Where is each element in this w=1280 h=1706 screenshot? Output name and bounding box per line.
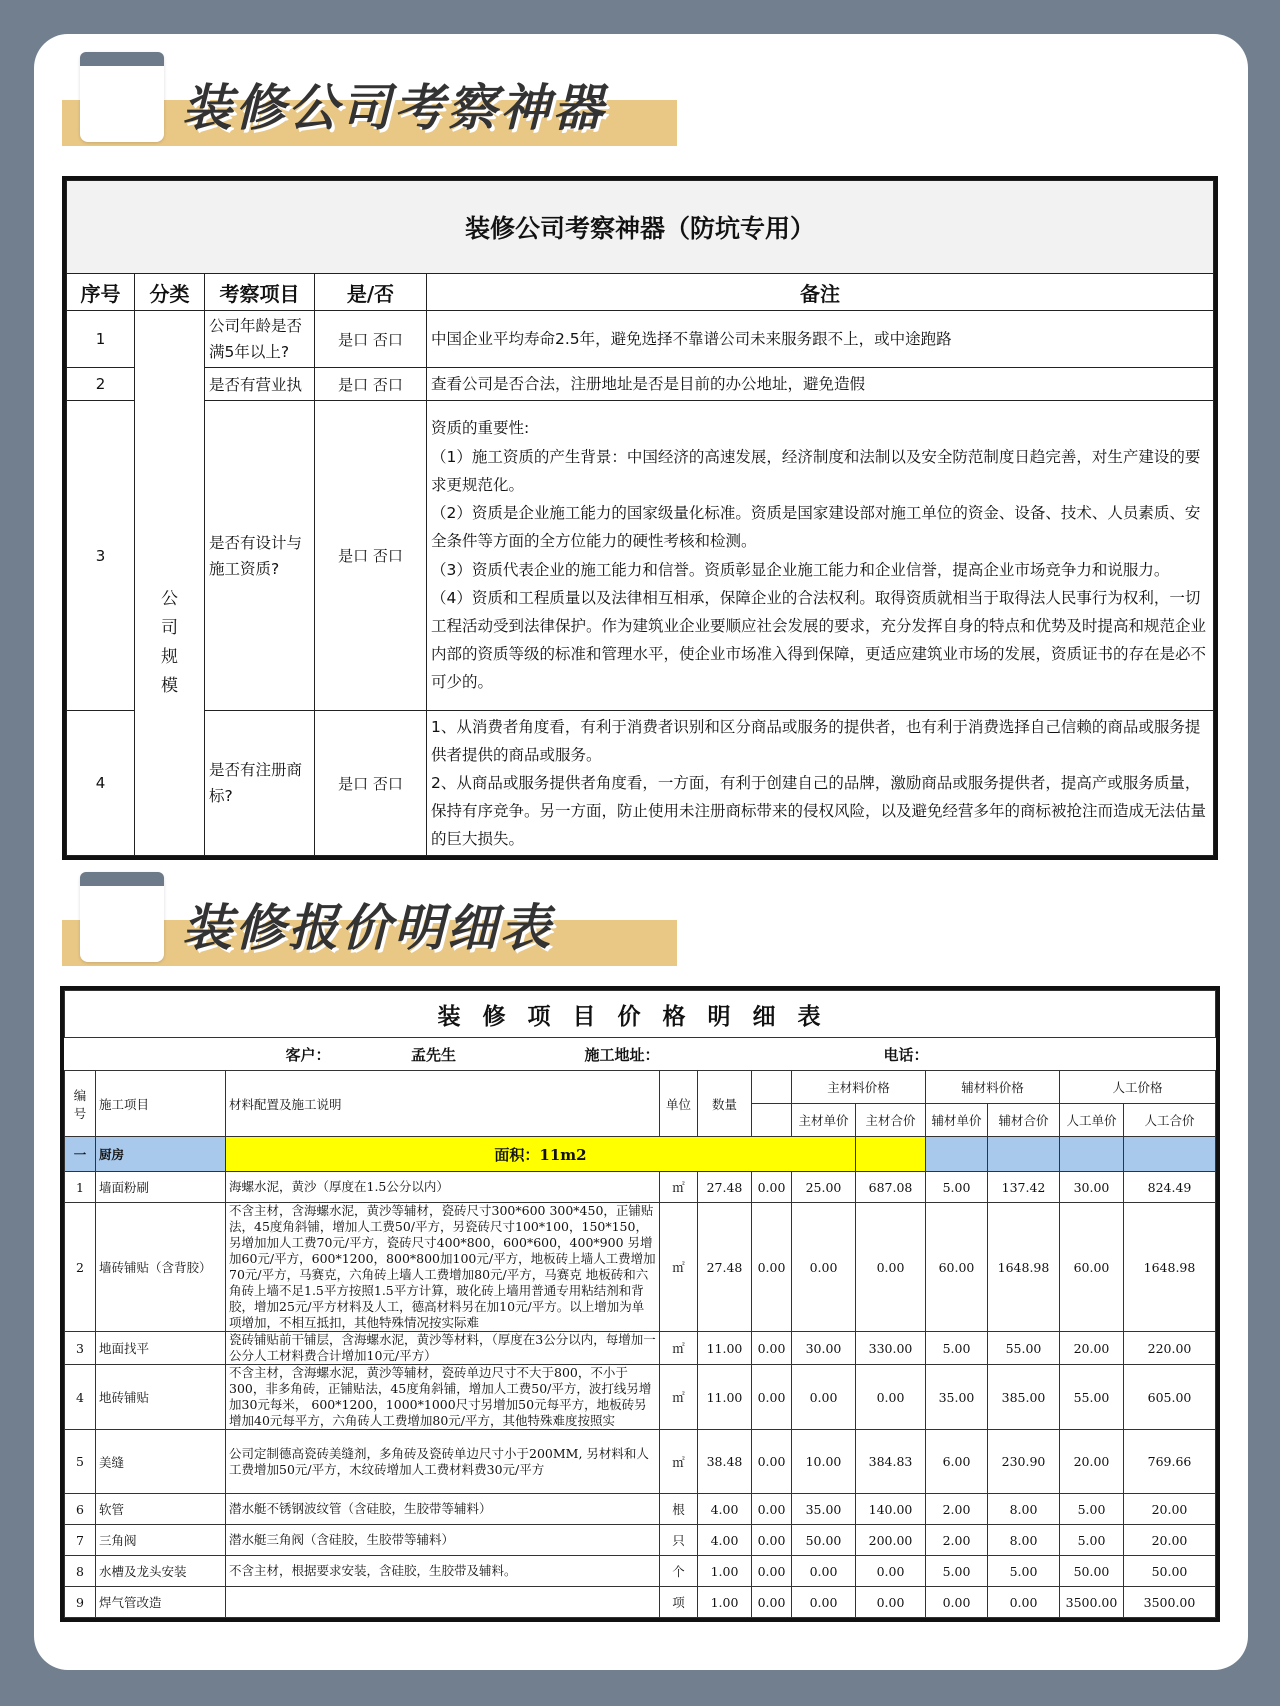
row-no: 2 bbox=[65, 1203, 96, 1332]
header-row bbox=[65, 1071, 1216, 1104]
section-area: 面积：11m2 bbox=[226, 1137, 856, 1172]
header-unit: 单位 bbox=[660, 1071, 698, 1137]
quote-row bbox=[65, 1365, 1216, 1430]
row-note: 资质的重要性: （1）施工资质的产生背景：中国经济的高速发展，经济制度和法制以及安全防范制度日趋完善，对生产建设的要求更规范化。 （2）资质是企业施工能力的国家级量化标准。资质是国家建设部对施工单位的资金、设备、技术、人员素质、安全条件等方面的全方位能力的硬性考核和检测。 （3）资质代表企业的施工能力和信誉。资质彰显企业施工能力和企业信誉，提高企业市场竞争力和说服力。 （4）资质和工程质量以及法律相互相承，保障企业的合法权利。取得资质就相当于取得法人民事行为权利，一切工程活动受到法律保护。作为建筑业企业要顺应社会发展的要求，充分发挥自身的特点和优势及时提高和规范企业内部的资质等级的标准和管理水平，使企业市场准入得到保障，更适应建筑业市场的发展，资质证书的存在是必不可少的。 bbox=[427, 401, 1214, 711]
header-blank bbox=[752, 1071, 792, 1104]
row-main-total: 687.08 bbox=[856, 1172, 926, 1203]
category-label bbox=[139, 465, 200, 701]
row-main-unit: 10.00 bbox=[792, 1430, 856, 1494]
row-extra: 0.00 bbox=[752, 1587, 792, 1618]
row-extra: 0.00 bbox=[752, 1494, 792, 1525]
row-aux-total: 385.00 bbox=[988, 1365, 1060, 1430]
header-main-group: 主材料价格 bbox=[792, 1071, 926, 1104]
row-aux-unit: 5.00 bbox=[926, 1172, 988, 1203]
row-labor-total: 605.00 bbox=[1124, 1365, 1216, 1430]
row-desc: 海螺水泥，黄沙（厚度在1.5公分以内） bbox=[226, 1172, 660, 1203]
row-main-unit: 0.00 bbox=[792, 1365, 856, 1430]
row-unit: ㎡ bbox=[660, 1332, 698, 1365]
row-aux-unit: 5.00 bbox=[926, 1556, 988, 1587]
address-label: 施工地址： bbox=[584, 1045, 660, 1064]
header-main-total: 主材合价 bbox=[856, 1104, 926, 1137]
row-labor-unit: 5.00 bbox=[1060, 1525, 1124, 1556]
row-labor-unit: 60.00 bbox=[1060, 1203, 1124, 1332]
header-labor-unit: 人工单价 bbox=[1060, 1104, 1124, 1137]
calendar-tab-top bbox=[80, 872, 164, 886]
row-extra: 0.00 bbox=[752, 1332, 792, 1365]
row-extra: 0.00 bbox=[752, 1365, 792, 1430]
row-labor-unit: 20.00 bbox=[1060, 1430, 1124, 1494]
row-aux-unit: 60.00 bbox=[926, 1203, 988, 1332]
header-aux-total: 辅材合价 bbox=[988, 1104, 1060, 1137]
quote-row bbox=[65, 1494, 1216, 1525]
quote-row bbox=[65, 1525, 1216, 1556]
quote-row bbox=[65, 1587, 1216, 1618]
yesno-checkbox[interactable]: 是口 否口 bbox=[315, 311, 427, 368]
row-aux-total: 1648.98 bbox=[988, 1203, 1060, 1332]
row-unit: 只 bbox=[660, 1525, 698, 1556]
row-desc: 瓷砖铺贴前干铺层，含海螺水泥，黄沙等材料，（厚度在3公分以内，每增加一公分人工材料费合计增加10元/平方） bbox=[226, 1332, 660, 1365]
row-main-total: 384.83 bbox=[856, 1430, 926, 1494]
row-qty: 11.00 bbox=[698, 1365, 752, 1430]
section-name: 厨房 bbox=[96, 1137, 226, 1172]
row-no: 7 bbox=[65, 1525, 96, 1556]
row-no: 1 bbox=[67, 311, 135, 368]
row-no: 4 bbox=[67, 711, 135, 856]
row-no: 3 bbox=[65, 1332, 96, 1365]
row-main-unit: 35.00 bbox=[792, 1494, 856, 1525]
row-no: 1 bbox=[65, 1172, 96, 1203]
row-labor-total: 769.66 bbox=[1124, 1430, 1216, 1494]
row-item: 焊气管改造 bbox=[96, 1587, 226, 1618]
row-extra: 0.00 bbox=[752, 1172, 792, 1203]
row-qty: 11.00 bbox=[698, 1332, 752, 1365]
row-item: 地砖铺贴 bbox=[96, 1365, 226, 1430]
row-desc: 不含主材，含海螺水泥，黄沙等辅材，瓷砖单边尺寸不大于800，不小于300，非多角砖，正铺贴法，45度角斜铺，增加人工费50/平方，波打线另增加30元每米， 600*1200，1000*1000尺寸另增加50元每平方，地板砖另增加40元每平方，六角砖人工费增加80元/平方，其他特殊难度按照实 bbox=[226, 1365, 660, 1430]
row-item: 公司年龄是否满5年以上? bbox=[205, 311, 315, 368]
row-qty: 27.48 bbox=[698, 1203, 752, 1332]
row-note: 查看公司是否合法，注册地址是否是目前的办公地址，避免造假 bbox=[427, 368, 1214, 401]
quote-row bbox=[65, 1172, 1216, 1203]
header-no: 序号 bbox=[67, 274, 135, 311]
section-title: 装修报价明细表 bbox=[182, 899, 553, 957]
row-aux-unit: 2.00 bbox=[926, 1494, 988, 1525]
row-main-unit: 50.00 bbox=[792, 1525, 856, 1556]
row-item: 三角阀 bbox=[96, 1525, 226, 1556]
row-main-total: 0.00 bbox=[856, 1556, 926, 1587]
row-main-total: 200.00 bbox=[856, 1525, 926, 1556]
quote-row bbox=[65, 1430, 1216, 1494]
row-item: 软管 bbox=[96, 1494, 226, 1525]
row-main-unit: 0.00 bbox=[792, 1556, 856, 1587]
table-row bbox=[67, 311, 1214, 368]
table-row bbox=[67, 368, 1214, 401]
row-item: 美缝 bbox=[96, 1430, 226, 1494]
row-desc: 不含主材，根据要求安装，含硅胶，生胶带及辅料。 bbox=[226, 1556, 660, 1587]
row-aux-unit: 6.00 bbox=[926, 1430, 988, 1494]
inspection-title: 装修公司考察神器（防坑专用） bbox=[67, 181, 1214, 274]
category-char: 模 bbox=[161, 676, 178, 696]
header-no: 编号 bbox=[65, 1071, 96, 1137]
section-title: 装修公司考察神器 bbox=[182, 79, 606, 137]
row-labor-unit: 3500.00 bbox=[1060, 1587, 1124, 1618]
row-desc bbox=[226, 1587, 660, 1618]
table-row bbox=[67, 401, 1214, 711]
row-labor-unit: 5.00 bbox=[1060, 1494, 1124, 1525]
row-no: 5 bbox=[65, 1430, 96, 1494]
row-main-total: 0.00 bbox=[856, 1365, 926, 1430]
row-extra: 0.00 bbox=[752, 1556, 792, 1587]
row-main-unit: 30.00 bbox=[792, 1332, 856, 1365]
row-main-total: 330.00 bbox=[856, 1332, 926, 1365]
customer-name: 孟先生 bbox=[411, 1045, 457, 1064]
row-labor-unit: 50.00 bbox=[1060, 1556, 1124, 1587]
row-aux-total: 5.00 bbox=[988, 1556, 1060, 1587]
row-main-total: 0.00 bbox=[856, 1587, 926, 1618]
row-item: 墙面粉刷 bbox=[96, 1172, 226, 1203]
table-row bbox=[67, 711, 1214, 856]
row-labor-total: 3500.00 bbox=[1124, 1587, 1216, 1618]
header-labor-total: 人工合价 bbox=[1124, 1104, 1216, 1137]
calendar-tab-top bbox=[80, 52, 164, 66]
row-unit: ㎡ bbox=[660, 1172, 698, 1203]
row-aux-total: 137.42 bbox=[988, 1172, 1060, 1203]
row-unit: 个 bbox=[660, 1556, 698, 1587]
header-yesno: 是/否 bbox=[315, 274, 427, 311]
row-unit: 根 bbox=[660, 1494, 698, 1525]
header-main-unit: 主材单价 bbox=[792, 1104, 856, 1137]
row-labor-total: 20.00 bbox=[1124, 1525, 1216, 1556]
row-aux-total: 8.00 bbox=[988, 1494, 1060, 1525]
inspection-table bbox=[62, 176, 1218, 860]
yesno-checkbox[interactable]: 是口 否口 bbox=[315, 711, 427, 856]
quote-row bbox=[65, 1332, 1216, 1365]
row-item: 地面找平 bbox=[96, 1332, 226, 1365]
row-aux-unit: 0.00 bbox=[926, 1587, 988, 1618]
row-extra: 0.00 bbox=[752, 1203, 792, 1332]
quote-title: 装修项目价格明细表 bbox=[65, 991, 1216, 1038]
row-item: 水槽及龙头安装 bbox=[96, 1556, 226, 1587]
header-qty: 数量 bbox=[698, 1071, 752, 1137]
row-labor-total: 220.00 bbox=[1124, 1332, 1216, 1365]
header-aux-unit: 辅材单价 bbox=[926, 1104, 988, 1137]
row-no: 2 bbox=[67, 368, 135, 401]
row-unit: ㎡ bbox=[660, 1203, 698, 1332]
row-qty: 4.00 bbox=[698, 1494, 752, 1525]
row-desc: 不含主材，含海螺水泥，黄沙等辅材，瓷砖尺寸300*600 300*450，正铺贴法，45度角斜铺，增加人工费50/平方，另瓷砖尺寸100*100，150*150，另增加加人工费70元/平方，瓷砖尺寸400*800，600*600，400*900 另增加60元/平方，600*1200，800*800加100元/平方，地板砖上墙人工费增加70元/平方，马赛克，六角砖上墙人工费增加80元/平方，马赛克 地板砖和六角砖上墙不足1.5平方按照1.5平方计算，玻化砖上墙用普通专用粘结剂和背胶，增加25元/平方材料及人工，德高材料另在加10元/平方。以上增加为单项增加，不相互抵扣，其他特殊情况按实际难 bbox=[226, 1203, 660, 1332]
header-desc: 材料配置及施工说明 bbox=[226, 1071, 660, 1137]
yesno-checkbox[interactable]: 是口 否口 bbox=[315, 401, 427, 711]
row-labor-total: 50.00 bbox=[1124, 1556, 1216, 1587]
row-note: 1、从消费者角度看，有利于消费者识别和区分商品或服务的提供者，也有利于消费选择自己信赖的商品或服务提供者提供的商品或服务。 2、从商品或服务提供者角度看，一方面，有利于创建自己的品牌，激励商品或服务提供者，提高产或服务质量，保持有序竞争。另一方面，防止使用未注册商标带来的侵权风险，以及避免经营多年的商标被抢注而造成无法估量的巨大损失。 bbox=[427, 711, 1214, 856]
row-aux-total: 55.00 bbox=[988, 1332, 1060, 1365]
header-note: 备注 bbox=[427, 274, 1214, 311]
row-no: 6 bbox=[65, 1494, 96, 1525]
row-labor-unit: 20.00 bbox=[1060, 1332, 1124, 1365]
row-main-total: 0.00 bbox=[856, 1203, 926, 1332]
row-main-total: 140.00 bbox=[856, 1494, 926, 1525]
quote-table bbox=[60, 986, 1220, 1622]
header-labor-group: 人工价格 bbox=[1060, 1071, 1216, 1104]
row-aux-total: 8.00 bbox=[988, 1525, 1060, 1556]
category-char: 规 bbox=[161, 647, 178, 667]
row-qty: 1.00 bbox=[698, 1587, 752, 1618]
category-char: 公 bbox=[161, 589, 178, 609]
category-cell bbox=[135, 311, 205, 856]
section-heading-1 bbox=[62, 52, 677, 152]
customer-label: 客户： bbox=[285, 1045, 331, 1064]
header-blank bbox=[752, 1104, 792, 1137]
row-no: 9 bbox=[65, 1587, 96, 1618]
row-no: 4 bbox=[65, 1365, 96, 1430]
section-heading-2 bbox=[62, 872, 677, 972]
customer-info-row bbox=[65, 1038, 1216, 1071]
row-extra: 0.00 bbox=[752, 1430, 792, 1494]
row-qty: 4.00 bbox=[698, 1525, 752, 1556]
row-no: 8 bbox=[65, 1556, 96, 1587]
row-unit: ㎡ bbox=[660, 1430, 698, 1494]
row-main-unit: 0.00 bbox=[792, 1587, 856, 1618]
row-labor-unit: 55.00 bbox=[1060, 1365, 1124, 1430]
row-item: 墙砖铺贴（含背胶） bbox=[96, 1203, 226, 1332]
row-aux-unit: 2.00 bbox=[926, 1525, 988, 1556]
row-desc: 潜水艇三角阀（含硅胶，生胶带等辅料） bbox=[226, 1525, 660, 1556]
row-aux-unit: 35.00 bbox=[926, 1365, 988, 1430]
quote-row bbox=[65, 1203, 1216, 1332]
row-item: 是否有设计与施工资质? bbox=[205, 401, 315, 711]
row-unit: ㎡ bbox=[660, 1365, 698, 1430]
yesno-checkbox[interactable]: 是口 否口 bbox=[315, 368, 427, 401]
row-aux-unit: 5.00 bbox=[926, 1332, 988, 1365]
row-aux-total: 0.00 bbox=[988, 1587, 1060, 1618]
row-aux-total: 230.90 bbox=[988, 1430, 1060, 1494]
row-item: 是否有营业执 bbox=[205, 368, 315, 401]
category-char: 司 bbox=[161, 618, 178, 638]
phone-label: 电话： bbox=[883, 1045, 929, 1064]
row-qty: 27.48 bbox=[698, 1172, 752, 1203]
row-labor-unit: 30.00 bbox=[1060, 1172, 1124, 1203]
row-labor-total: 824.49 bbox=[1124, 1172, 1216, 1203]
header-category: 分类 bbox=[135, 274, 205, 311]
row-item: 是否有注册商标? bbox=[205, 711, 315, 856]
row-note: 中国企业平均寿命2.5年，避免选择不靠谱公司未来服务跟不上，或中途跑路 bbox=[427, 311, 1214, 368]
row-main-unit: 0.00 bbox=[792, 1203, 856, 1332]
section-code: 一 bbox=[65, 1137, 96, 1172]
quote-row bbox=[65, 1556, 1216, 1587]
row-labor-total: 20.00 bbox=[1124, 1494, 1216, 1525]
row-main-unit: 25.00 bbox=[792, 1172, 856, 1203]
row-desc: 潜水艇不锈钢波纹管（含硅胶，生胶带等辅料） bbox=[226, 1494, 660, 1525]
row-desc: 公司定制德高瓷砖美缝剂，多角砖及瓷砖单边尺寸小于200MM, 另材料和人工费增加50元/平方，木纹砖增加人工费材料费30元/平方 bbox=[226, 1430, 660, 1494]
section-row bbox=[65, 1137, 1216, 1172]
row-extra: 0.00 bbox=[752, 1525, 792, 1556]
row-labor-total: 1648.98 bbox=[1124, 1203, 1216, 1332]
header-aux-group: 辅材料价格 bbox=[926, 1071, 1060, 1104]
row-qty: 38.48 bbox=[698, 1430, 752, 1494]
row-unit: 项 bbox=[660, 1587, 698, 1618]
row-qty: 1.00 bbox=[698, 1556, 752, 1587]
header-item: 考察项目 bbox=[205, 274, 315, 311]
row-no: 3 bbox=[67, 401, 135, 711]
header-item: 施工项目 bbox=[96, 1071, 226, 1137]
